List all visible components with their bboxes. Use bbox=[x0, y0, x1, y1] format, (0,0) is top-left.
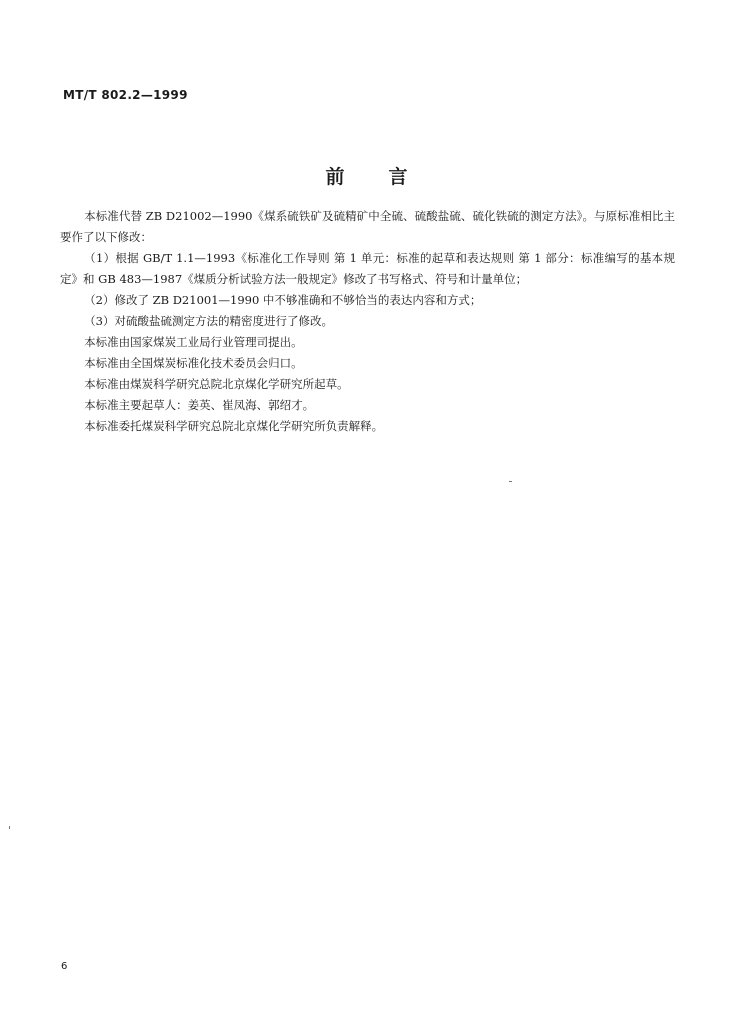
paragraph: 本标准主要起草人：姜英、崔凤海、郭绍才。 bbox=[84, 398, 315, 412]
paragraph: （2）修改了 ZB D21001—1990 中不够准确和不够恰当的表达内容和方式； bbox=[84, 293, 482, 307]
paragraph: （1）根据 GB/T 1.1—1993《标准化工作导则 第 1 单元：标准的起草和表达规则 第 1 部分：标准编写的基本规定》和 GB 483—1987《煤质分析试验方法一般规定》修改了书写格式、符号和计量单位； bbox=[60, 251, 675, 286]
foreword-body bbox=[60, 206, 675, 437]
paragraph: 本标准委托煤炭科学研究总院北京煤化学研究所负责解释。 bbox=[84, 419, 384, 433]
scan-artifact bbox=[509, 481, 512, 482]
page-number: 6 bbox=[61, 961, 68, 972]
paragraph: 本标准由全国煤炭标准化技术委员会归口。 bbox=[84, 356, 303, 370]
paragraph: （3）对硫酸盐硫测定方法的精密度进行了修改。 bbox=[84, 314, 333, 328]
document-code: MT/T 802.2—1999 bbox=[63, 88, 188, 102]
page-title: 前言 bbox=[325, 166, 452, 188]
paragraph: 本标准由煤炭科学研究总院北京煤化学研究所起草。 bbox=[84, 377, 349, 391]
paragraph: 本标准由国家煤炭工业局行业管理司提出。 bbox=[84, 335, 303, 349]
scan-artifact bbox=[9, 826, 10, 829]
paragraph: 本标准代替 ZB D21002—1990《煤系硫铁矿及硫精矿中全硫、硫酸盐硫、硫化铁硫的测定方法》。与原标准相比主要作了以下修改： bbox=[60, 209, 675, 244]
